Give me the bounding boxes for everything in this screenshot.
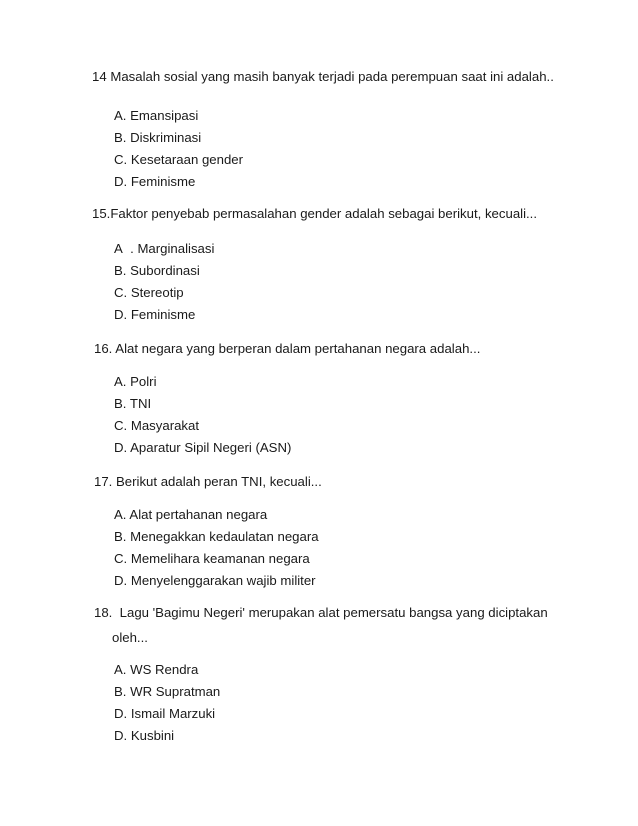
question-18-text-continued: oleh... [112, 630, 148, 645]
question-14-text: 14 Masalah sosial yang masih banyak terjadi pada perempuan saat ini adalah.. [92, 69, 554, 84]
question-17-option-c: C. Memelihara keamanan negara [114, 551, 310, 566]
question-17-text: 17. Berikut adalah peran TNI, kecuali... [94, 474, 322, 489]
question-15-option-a: A . Marginalisasi [114, 241, 215, 256]
question-16-option-a: A. Polri [114, 374, 157, 389]
question-17-option-d: D. Menyelenggarakan wajib militer [114, 573, 316, 588]
question-15-option-b: B. Subordinasi [114, 263, 200, 278]
question-18-option-d: D. Kusbini [114, 728, 175, 743]
question-15-option-c: C. Stereotip [114, 285, 184, 300]
question-18-text: 18. Lagu 'Bagimu Negeri' merupakan alat pemersatu bangsa yang diciptakan [94, 605, 548, 620]
question-18-option-c: D. Ismail Marzuki [114, 706, 216, 721]
question-16-option-b: B. TNI [114, 396, 152, 411]
question-18-option-a: A. WS Rendra [114, 662, 199, 677]
question-15-option-d: D. Feminisme [114, 307, 196, 322]
question-14-option-b: B. Diskriminasi [114, 130, 202, 145]
question-16-option-d: D. Aparatur Sipil Negeri (ASN) [114, 440, 292, 455]
question-17-option-a: A. Alat pertahanan negara [114, 507, 268, 522]
question-15-text: 15.Faktor penyebab permasalahan gender adalah sebagai berikut, kecuali... [92, 206, 538, 221]
question-14-option-c: C. Kesetaraan gender [114, 152, 244, 167]
question-17-option-b: B. Menegakkan kedaulatan negara [114, 529, 319, 544]
question-14-option-d: D. Feminisme [114, 174, 196, 189]
question-16-text: 16. Alat negara yang berperan dalam pertahanan negara adalah... [94, 341, 481, 356]
question-18-option-b: B. WR Supratman [114, 684, 221, 699]
question-14-option-a: A. Emansipasi [114, 108, 199, 123]
question-16-option-c: C. Masyarakat [114, 418, 200, 433]
